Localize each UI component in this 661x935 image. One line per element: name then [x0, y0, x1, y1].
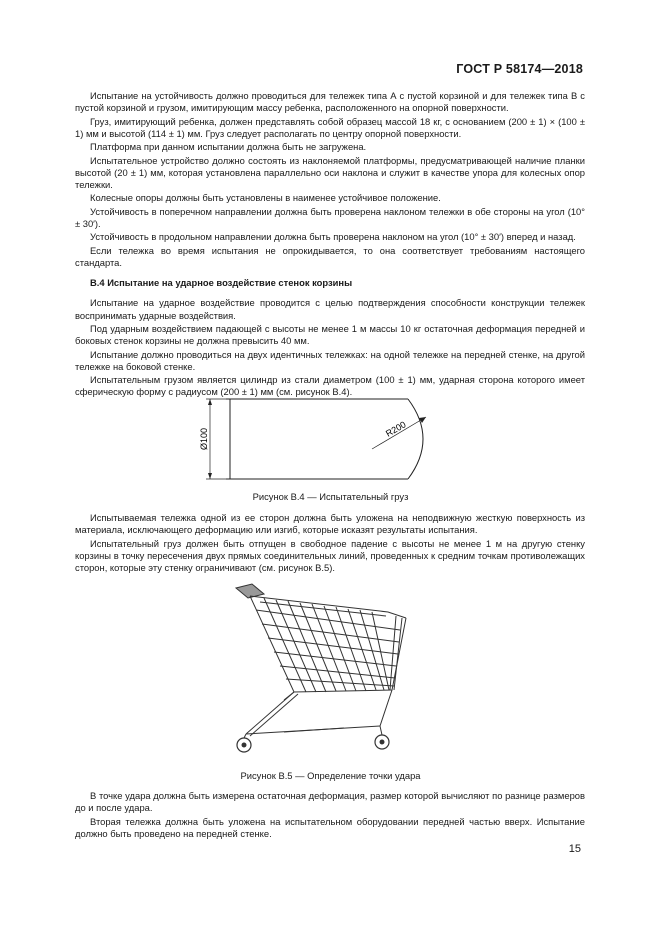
paragraph: Устойчивость в поперечном направлении должна быть проверена наклоном тележки в обе стороны на угол (10° ± 30′). — [75, 205, 585, 229]
section-stability — [75, 90, 585, 400]
spherical-impact-face — [408, 399, 423, 479]
paragraph: Вторая тележка должна быть уложена на испытательном оборудовании передней частью вверх. Испытание должно быть проведено на передней стенке. — [75, 815, 585, 839]
basket-horizontal-wires — [256, 610, 400, 686]
paragraph: Испытательное устройство должно состоять из наклоняемой платформы, предусматривающей наличие планки высотой (20 ± 1) мм, которая установлена параллельно оси наклона и служит в качестве упора для колесных опор тележки. — [75, 154, 585, 190]
section-heading-b4: В.4 Испытание на ударное воздействие стенок корзины — [90, 277, 353, 289]
test-weight-drawing — [190, 393, 450, 485]
figure-b5-caption: Рисунок В.5 — Определение точки удара — [240, 770, 421, 781]
shopping-cart-drawing — [224, 582, 424, 762]
paragraph: Устойчивость в продольном направлении должна быть проверена наклоном на угол (10° ± 30′) вперед и назад. — [90, 231, 576, 243]
paragraph: Испытание должно проводиться на двух идентичных тележках: на одной тележке на передней стенке, на другой тележке на боковой стенке. — [75, 348, 585, 372]
paragraph: Испытание на ударное воздействие проводится с целью подтверждения способности конструкции тележек воспринимать ударные воздействия. — [75, 297, 585, 321]
page-number: 15 — [568, 843, 581, 855]
wheel-hub — [380, 740, 385, 745]
chassis-cross-bar — [284, 728, 344, 732]
paragraph: Платформа при данном испытании должна быть не загружена. — [90, 141, 367, 153]
diameter-label: Ø100 — [199, 427, 209, 451]
paragraph: Испытание на устойчивость должно проводиться для тележек типа А с пустой корзиной и для тележек типа В с пустой корзиной и грузом, имитирующим массу ребенка, расположенного на опорной поверхности. — [75, 90, 585, 114]
document-id: ГОСТ Р 58174—2018 — [456, 62, 583, 76]
figure-b4-caption: Рисунок В.4 — Испытательный груз — [252, 491, 409, 502]
paragraph: Груз, имитирующий ребенка, должен представлять собой образец массой 18 кг, с основанием (200 ± 1) × (100 ± 1) мм и высотой (114 ± 1) мм. Груз следует располагать по центру опорной поверхности. — [75, 115, 585, 139]
paragraph: В точке удара должна быть измерена остаточная деформация, размер которой вычисляют по разнице размеров до и после удара. — [75, 790, 585, 814]
section-impact-procedure — [75, 512, 585, 575]
arrow-down-icon — [208, 473, 212, 479]
radius-label: R200 — [384, 419, 408, 439]
paragraph: Колесные опоры должны быть установлены в наименее устойчивое положение. — [90, 192, 441, 204]
wheel-fork — [380, 726, 382, 735]
chassis-front-leg-inner — [250, 694, 298, 736]
wheel-fork — [244, 734, 246, 738]
cart-handle — [236, 584, 264, 598]
wheel-hub — [242, 743, 247, 748]
paragraph: Испытательный груз должен быть отпущен в свободное падение с высоты не менее 1 м на другую стенку корзины в точку пересечения двух прямых соединительных линий, проведенных к средним точкам противолежащих сторон, которые эту стенку ограничивают (см. рисунок В.5). — [75, 537, 585, 573]
basket-top-rail — [250, 596, 406, 618]
paragraph: Испытательным грузом является цилиндр из стали диаметром (100 ± 1) мм, ударная сторона которого имеет сферическую форму с радиусом (200 ± 1) мм (см. рисунок В.4). — [75, 374, 585, 398]
paragraph: Под ударным воздействием падающей с высоты не менее 1 м массы 10 кг остаточная деформация передней и боковых стенок корзины не должна превысить 40 мм. — [75, 322, 585, 347]
chassis-front-leg — [246, 692, 294, 734]
chassis-rear-leg — [380, 690, 392, 726]
section-deformation — [75, 790, 585, 841]
paragraph: Испытываемая тележка одной из ее сторон должна быть уложена на неподвижную жесткую поверхность из материала, исключающего деформацию или изгиб, которые исказят результаты испытания. — [75, 512, 585, 536]
paragraph: Если тележка во время испытания не опрокидывается, то она соответствует требованиям настоящего стандарта. — [75, 244, 585, 268]
arrow-up-icon — [208, 399, 212, 405]
